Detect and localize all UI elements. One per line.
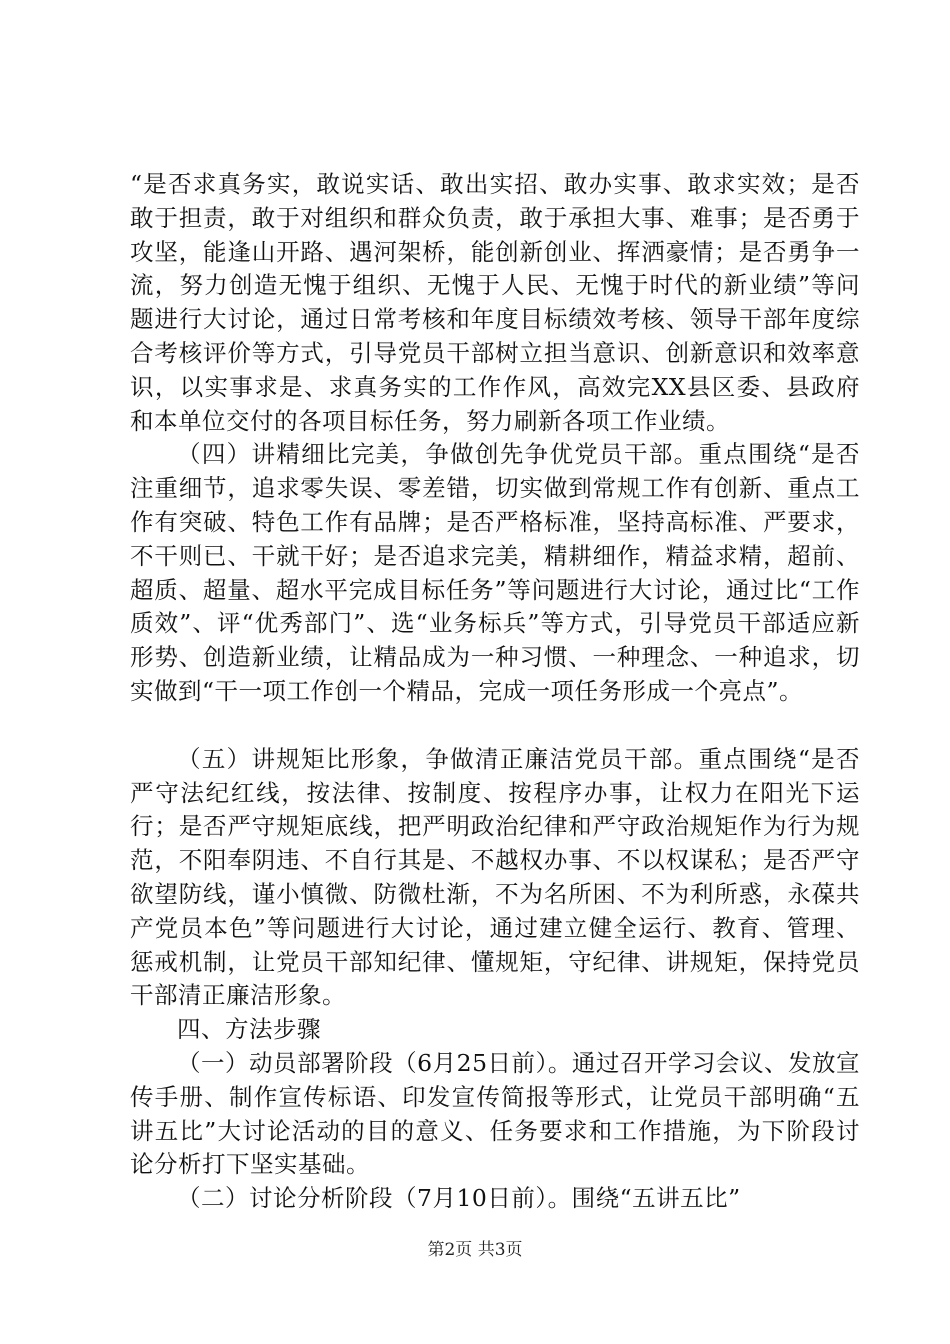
page-number-footer: 第2页 共3页 <box>427 1240 523 1260</box>
paragraph-gap <box>130 709 860 743</box>
paragraph-section-four: （四）讲精细比完美，争做创先争优党员干部。重点围绕“是否注重细节，追求零失误、零差错，切实做到常规工作有创新、重点工作有突破、特色工作有品牌；是否严格标准，坚持高标准、严要求，不干则已、干就干好；是否追求完美，精耕细作，精益求精，超前、超质、超量、超水平完成目标任务”等问题进行大讨论，通过比“工作质效”、评“优秀部门”、选“业务标兵”等方式，引导党员干部适应新形势、创造新业绩，让精品成为一种习惯、一种理念、一种追求，切实做到“干一项工作创一个精品，完成一项任务形成一个亮点”。 <box>130 440 860 705</box>
paragraph-section-five: （五）讲规矩比形象，争做清正廉洁党员干部。重点围绕“是否严守法纪红线，按法律、按制度、按程序办事，让权力在阳光下运行；是否严守规矩底线，把严明政治纪律和严守政治规矩作为行为规范，不阳奉阴违、不自行其是、不越权办事、不以权谋私；是否严守欲望防线，谨小慎微、防微杜渐，不为名所困、不为利所惑，永葆共产党员本色”等问题进行大讨论，通过建立健全运行、教育、管理、惩戒机制，让党员干部知纪律、懂规矩，守纪律、讲规矩，保持党员干部清正廉洁形象。 <box>130 744 860 1010</box>
paragraph-step-one: （一）动员部署阶段（6月25日前）。通过召开学习会议、发放宣传手册、制作宣传标语、印发宣传简报等形式，让党员干部明确“五讲五比”大讨论活动的目的意义、任务要求和工作措施，为下阶段讨论分析打下坚实基础。 <box>130 1048 860 1179</box>
heading-method-steps: 四、方法步骤 <box>177 1015 321 1044</box>
document-body <box>130 168 860 1216</box>
paragraph-step-two: （二）讨论分析阶段（7月10日前）。围绕“五讲五比” <box>177 1184 741 1213</box>
paragraph-continuation: “是否求真务实，敢说实话、敢出实招、敢办实事、敢求实效；是否敢于担责，敢于对组织和群众负责，敢于承担大事、难事；是否勇于攻坚，能逢山开路、遇河架桥，能创新创业、挥洒豪情；是否勇争一流，努力创造无愧于组织、无愧于人民、无愧于时代的新业绩”等问题进行大讨论，通过日常考核和年度目标绩效考核、领导干部年度综合考核评价等方式，引导党员干部树立担当意识、创新意识和效率意识，以实事求是、求真务实的工作作风，高效完XX县区委、县政府和本单位交付的各项目标任务，努力刷新各项工作业绩。 <box>130 170 860 435</box>
